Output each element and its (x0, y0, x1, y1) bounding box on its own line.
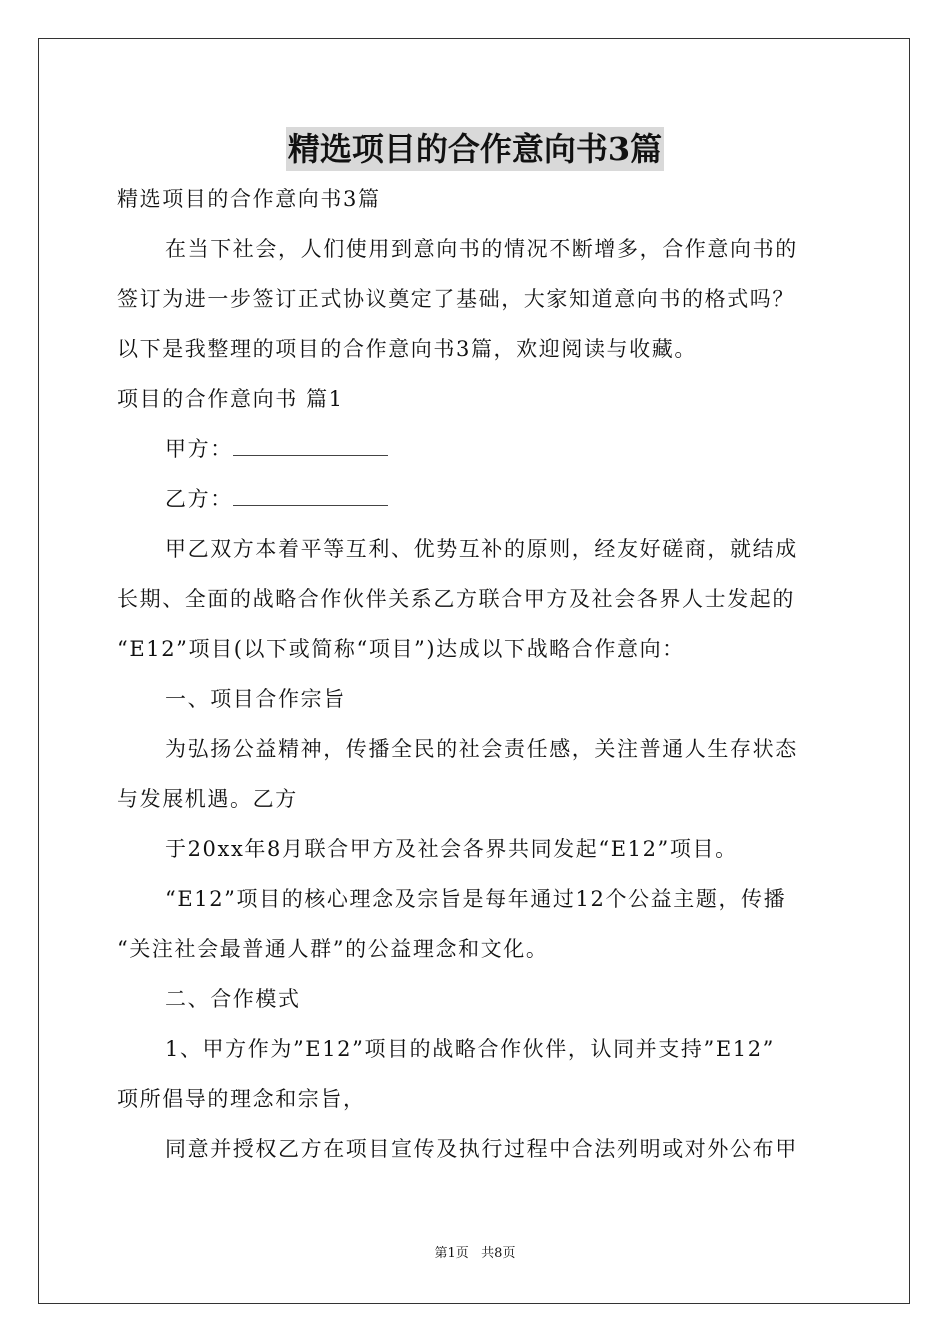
page-border (38, 38, 910, 1304)
document-subtitle: 精选项目的合作意向书3篇 (117, 187, 381, 211)
paragraph-line: 与发展机遇。乙方 (117, 787, 298, 811)
party-a-line (165, 434, 388, 464)
party-b-label: 乙方： (165, 487, 233, 511)
section-heading: 项目的合作意向书 篇1 (117, 387, 344, 411)
title-container (0, 127, 950, 171)
paragraph-line: “E12”项目的核心理念及宗旨是每年通过12个公益主题，传播 (165, 887, 787, 911)
section-heading: 一、项目合作宗旨 (165, 687, 346, 711)
paragraph-line: 签订为进一步签订正式协议奠定了基础，大家知道意向书的格式吗？ (117, 287, 795, 311)
paragraph-line: “关注社会最普通人群”的公益理念和文化。 (117, 937, 549, 961)
paragraph-line: 以下是我整理的项目的合作意向书3篇，欢迎阅读与收藏。 (117, 337, 697, 361)
paragraph-line: 甲乙双方本着平等互利、优势互补的原则，经友好磋商，就结成 (165, 537, 798, 561)
party-a-label: 甲方： (165, 437, 233, 461)
party-b-blank (233, 487, 388, 506)
paragraph-line: 于20xx年8月联合甲方及社会各界共同发起“E12”项目。 (165, 837, 738, 861)
paragraph-line: 为弘扬公益精神，传播全民的社会责任感，关注普通人生存状态 (165, 737, 798, 761)
paragraph-line: “E12”项目(以下或简称“项目”)达成以下战略合作意向： (117, 637, 685, 661)
paragraph-line: 1、甲方作为”E12”项目的战略合作伙伴，认同并支持”E12” (165, 1037, 776, 1061)
document-title: 精选项目的合作意向书3篇 (286, 127, 664, 171)
section-heading: 二、合作模式 (165, 987, 301, 1011)
page-number-footer: 第1页 共8页 (434, 1246, 516, 1261)
paragraph-line: 长期、全面的战略合作伙伴关系乙方联合甲方及社会各界人士发起的 (117, 587, 795, 611)
party-b-line (165, 484, 388, 514)
paragraph-line: 同意并授权乙方在项目宣传及执行过程中合法列明或对外公布甲 (165, 1137, 798, 1161)
paragraph-line: 项所倡导的理念和宗旨， (117, 1087, 366, 1111)
party-a-blank (233, 437, 388, 456)
paragraph-line: 在当下社会，人们使用到意向书的情况不断增多，合作意向书的 (165, 237, 798, 261)
